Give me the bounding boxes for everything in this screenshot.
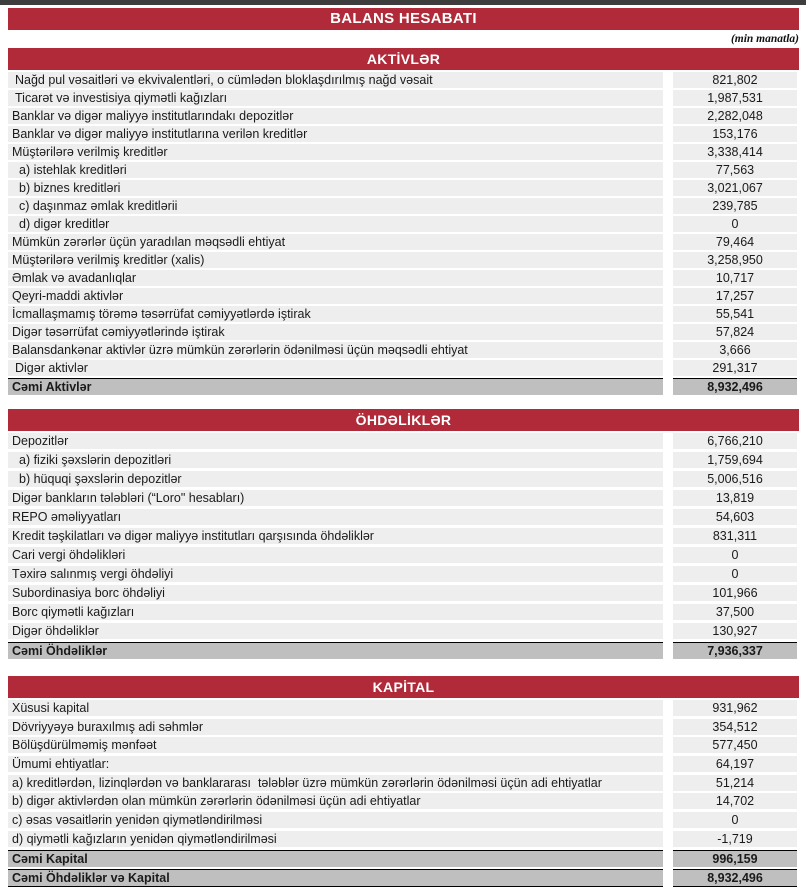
column-gutter xyxy=(663,234,673,250)
row-label: Müştərilərə verilmiş kreditlər xyxy=(8,144,663,160)
column-gutter xyxy=(663,72,673,88)
row-value: 0 xyxy=(673,547,797,563)
row-value: 291,317 xyxy=(673,360,797,376)
row-value: 37,500 xyxy=(673,604,797,620)
column-gutter xyxy=(663,737,673,753)
section-kapital xyxy=(8,676,799,887)
table-row xyxy=(8,471,799,487)
table-row xyxy=(8,360,799,376)
row-value: 577,450 xyxy=(673,737,797,753)
table-row xyxy=(8,756,799,772)
row-label: Xüsusi kapital xyxy=(8,700,663,716)
column-gutter xyxy=(663,162,673,178)
row-label: Ümumi ehtiyatlar: xyxy=(8,756,663,772)
column-gutter xyxy=(663,90,673,106)
row-label: Mümkün zərərlər üçün yaradılan məqsədli ehtiyat xyxy=(8,234,663,250)
table-row xyxy=(8,252,799,268)
row-value: 51,214 xyxy=(673,775,797,791)
column-gutter xyxy=(663,378,673,394)
row-value: 931,962 xyxy=(673,700,797,716)
table-row xyxy=(8,270,799,286)
section-header-kapital: KAPİTAL xyxy=(8,676,799,698)
column-gutter xyxy=(663,490,673,506)
balance-sheet xyxy=(0,8,799,887)
column-gutter xyxy=(663,471,673,487)
unit-note: (min manatla) xyxy=(730,33,799,45)
table-row xyxy=(8,342,799,358)
total-label: Cəmi Aktivlər xyxy=(8,378,663,395)
row-value: 77,563 xyxy=(673,162,797,178)
column-gutter xyxy=(663,775,673,791)
column-gutter xyxy=(663,642,673,658)
section-aktivler xyxy=(8,48,799,395)
row-value: 3,021,067 xyxy=(673,180,797,196)
row-value: 54,603 xyxy=(673,509,797,525)
row-label: c) daşınmaz əmlak kreditlərii xyxy=(8,198,663,214)
row-label: Əmlak və avadanlıqlar xyxy=(8,270,663,286)
row-label: d) qiymətli kağızların yenidən qiymətləndirilməsi xyxy=(8,831,663,847)
column-gutter xyxy=(663,433,673,449)
total-row xyxy=(8,850,799,867)
column-gutter xyxy=(663,756,673,772)
column-gutter xyxy=(663,108,673,124)
row-value: 821,802 xyxy=(673,72,797,88)
total-row xyxy=(8,869,799,887)
top-border-bar xyxy=(0,0,806,5)
table-row xyxy=(8,490,799,506)
row-label: Digər aktivlər xyxy=(8,360,663,376)
row-value: 13,819 xyxy=(673,490,797,506)
table-row xyxy=(8,547,799,563)
column-gutter xyxy=(663,831,673,847)
column-gutter xyxy=(663,144,673,160)
page-title: BALANS HESABATI xyxy=(8,8,799,30)
row-value: 0 xyxy=(673,812,797,828)
row-label: Müştərilərə verilmiş kreditlər (xalis) xyxy=(8,252,663,268)
row-label: Kredit təşkilatları və digər maliyyə institutları qarşısında öhdəliklər xyxy=(8,528,663,544)
table-row xyxy=(8,509,799,525)
table-row xyxy=(8,719,799,735)
column-gutter xyxy=(663,719,673,735)
table-row xyxy=(8,452,799,468)
row-label: Cari vergi öhdəlikləri xyxy=(8,547,663,563)
column-gutter xyxy=(663,585,673,601)
table-row xyxy=(8,775,799,791)
row-label: a) kreditlərdən, lizinqlərdən və banklararası tələblər üzrə mümkün zərərlərin ödənilməsi üçün adi ehtiyatlar xyxy=(8,775,663,791)
column-gutter xyxy=(663,342,673,358)
table-row xyxy=(8,198,799,214)
table-row xyxy=(8,108,799,124)
row-label: Subordinasiya borc öhdəliyi xyxy=(8,585,663,601)
row-value: 0 xyxy=(673,566,797,582)
row-label: c) əsas vəsaitlərin yenidən qiymətləndirilməsi xyxy=(8,812,663,828)
row-label: Nağd pul vəsaitləri və ekvivalentləri, o cümlədən bloklaşdırılmış nağd vəsait xyxy=(8,72,663,88)
column-gutter xyxy=(663,252,673,268)
column-gutter xyxy=(663,547,673,563)
row-label: Dövriyyəyə buraxılmış adi səhmlər xyxy=(8,719,663,735)
column-gutter xyxy=(663,604,673,620)
table-row xyxy=(8,324,799,340)
table-row xyxy=(8,126,799,142)
row-value: 3,666 xyxy=(673,342,797,358)
row-label: Depozitlər xyxy=(8,433,663,449)
column-gutter xyxy=(663,869,673,885)
row-label: Qeyri-maddi aktivlər xyxy=(8,288,663,304)
row-value: 153,176 xyxy=(673,126,797,142)
table-row xyxy=(8,585,799,601)
total-value: 996,159 xyxy=(673,850,797,867)
row-value: 5,006,516 xyxy=(673,471,797,487)
table-row xyxy=(8,162,799,178)
row-label: d) digər kreditlər xyxy=(8,216,663,232)
row-value: 130,927 xyxy=(673,623,797,639)
row-value: 55,541 xyxy=(673,306,797,322)
total-row xyxy=(8,642,799,659)
table-row xyxy=(8,433,799,449)
total-label: Cəmi Öhdəliklər və Kapital xyxy=(8,869,663,887)
table-row xyxy=(8,306,799,322)
column-gutter xyxy=(663,850,673,866)
row-value: 0 xyxy=(673,216,797,232)
row-label: Təxirə salınmış vergi öhdəliyi xyxy=(8,566,663,582)
section-header-aktivler: AKTİVLƏR xyxy=(8,48,799,70)
row-value: 101,966 xyxy=(673,585,797,601)
column-gutter xyxy=(663,288,673,304)
table-row xyxy=(8,180,799,196)
row-label: Ticarət və investisiya qiymətli kağızları xyxy=(8,90,663,106)
total-label: Cəmi Kapital xyxy=(8,850,663,867)
row-label: Digər bankların tələbləri (“Loro" hesabları) xyxy=(8,490,663,506)
column-gutter xyxy=(663,270,673,286)
column-gutter xyxy=(663,812,673,828)
table-row xyxy=(8,812,799,828)
row-value: 3,258,950 xyxy=(673,252,797,268)
row-value: -1,719 xyxy=(673,831,797,847)
total-label: Cəmi Öhdəliklər xyxy=(8,642,663,659)
table-row xyxy=(8,72,799,88)
column-gutter xyxy=(663,180,673,196)
table-row xyxy=(8,288,799,304)
row-value: 10,717 xyxy=(673,270,797,286)
row-value: 6,766,210 xyxy=(673,433,797,449)
row-label: Digər öhdəliklər xyxy=(8,623,663,639)
column-gutter xyxy=(663,216,673,232)
table-row xyxy=(8,216,799,232)
table-row xyxy=(8,604,799,620)
column-gutter xyxy=(663,126,673,142)
row-value: 79,464 xyxy=(673,234,797,250)
row-value: 1,759,694 xyxy=(673,452,797,468)
row-value: 3,338,414 xyxy=(673,144,797,160)
table-row xyxy=(8,566,799,582)
table-row xyxy=(8,793,799,809)
row-value: 831,311 xyxy=(673,528,797,544)
row-label: Banklar və digər maliyyə institutlarındakı depozitlər xyxy=(8,108,663,124)
column-gutter xyxy=(663,306,673,322)
total-value: 8,932,496 xyxy=(673,378,797,395)
sections-container xyxy=(8,48,799,887)
table-row xyxy=(8,528,799,544)
row-label: b) digər aktivlərdən olan mümkün zərərlərin ödənilməsi üçün adi ehtiyatlar xyxy=(8,793,663,809)
row-label: Bölüşdürülməmiş mənfəət xyxy=(8,737,663,753)
column-gutter xyxy=(663,793,673,809)
row-label: REPO əməliyyatları xyxy=(8,509,663,525)
column-gutter xyxy=(663,452,673,468)
table-row xyxy=(8,234,799,250)
table-row xyxy=(8,700,799,716)
column-gutter xyxy=(663,623,673,639)
row-label: Banklar və digər maliyyə institutlarına verilən kreditlər xyxy=(8,126,663,142)
table-row xyxy=(8,737,799,753)
row-value: 239,785 xyxy=(673,198,797,214)
column-gutter xyxy=(663,198,673,214)
table-row xyxy=(8,144,799,160)
row-value: 14,702 xyxy=(673,793,797,809)
row-label: a) istehlak kreditləri xyxy=(8,162,663,178)
row-value: 17,257 xyxy=(673,288,797,304)
total-row xyxy=(8,378,799,395)
row-label: Balansdankənar aktivlər üzrə mümkün zərərlərin ödənilməsi üçün məqsədli ehtiyat xyxy=(8,342,663,358)
column-gutter xyxy=(663,360,673,376)
column-gutter xyxy=(663,528,673,544)
row-label: b) hüquqi şəxslərin depozitlər xyxy=(8,471,663,487)
column-gutter xyxy=(663,324,673,340)
section-header-ohdelikler: ÖHDƏLİKLƏR xyxy=(8,409,799,431)
row-label: İcmallaşmamış törəmə təsərrüfat cəmiyyətlərdə iştirak xyxy=(8,306,663,322)
table-row xyxy=(8,623,799,639)
row-label: b) biznes kreditləri xyxy=(8,180,663,196)
column-gutter xyxy=(663,509,673,525)
row-value: 2,282,048 xyxy=(673,108,797,124)
total-value: 7,936,337 xyxy=(673,642,797,659)
table-row xyxy=(8,831,799,847)
total-value: 8,932,496 xyxy=(673,869,797,887)
row-label: a) fiziki şəxslərin depozitləri xyxy=(8,452,663,468)
table-row xyxy=(8,90,799,106)
row-label: Borc qiymətli kağızları xyxy=(8,604,663,620)
column-gutter xyxy=(663,566,673,582)
row-value: 354,512 xyxy=(673,719,797,735)
row-label: Digər təsərrüfat cəmiyyətlərində iştirak xyxy=(8,324,663,340)
column-gutter xyxy=(663,700,673,716)
row-value: 57,824 xyxy=(673,324,797,340)
section-ohdelikler xyxy=(8,409,799,659)
row-value: 64,197 xyxy=(673,756,797,772)
row-value: 1,987,531 xyxy=(673,90,797,106)
